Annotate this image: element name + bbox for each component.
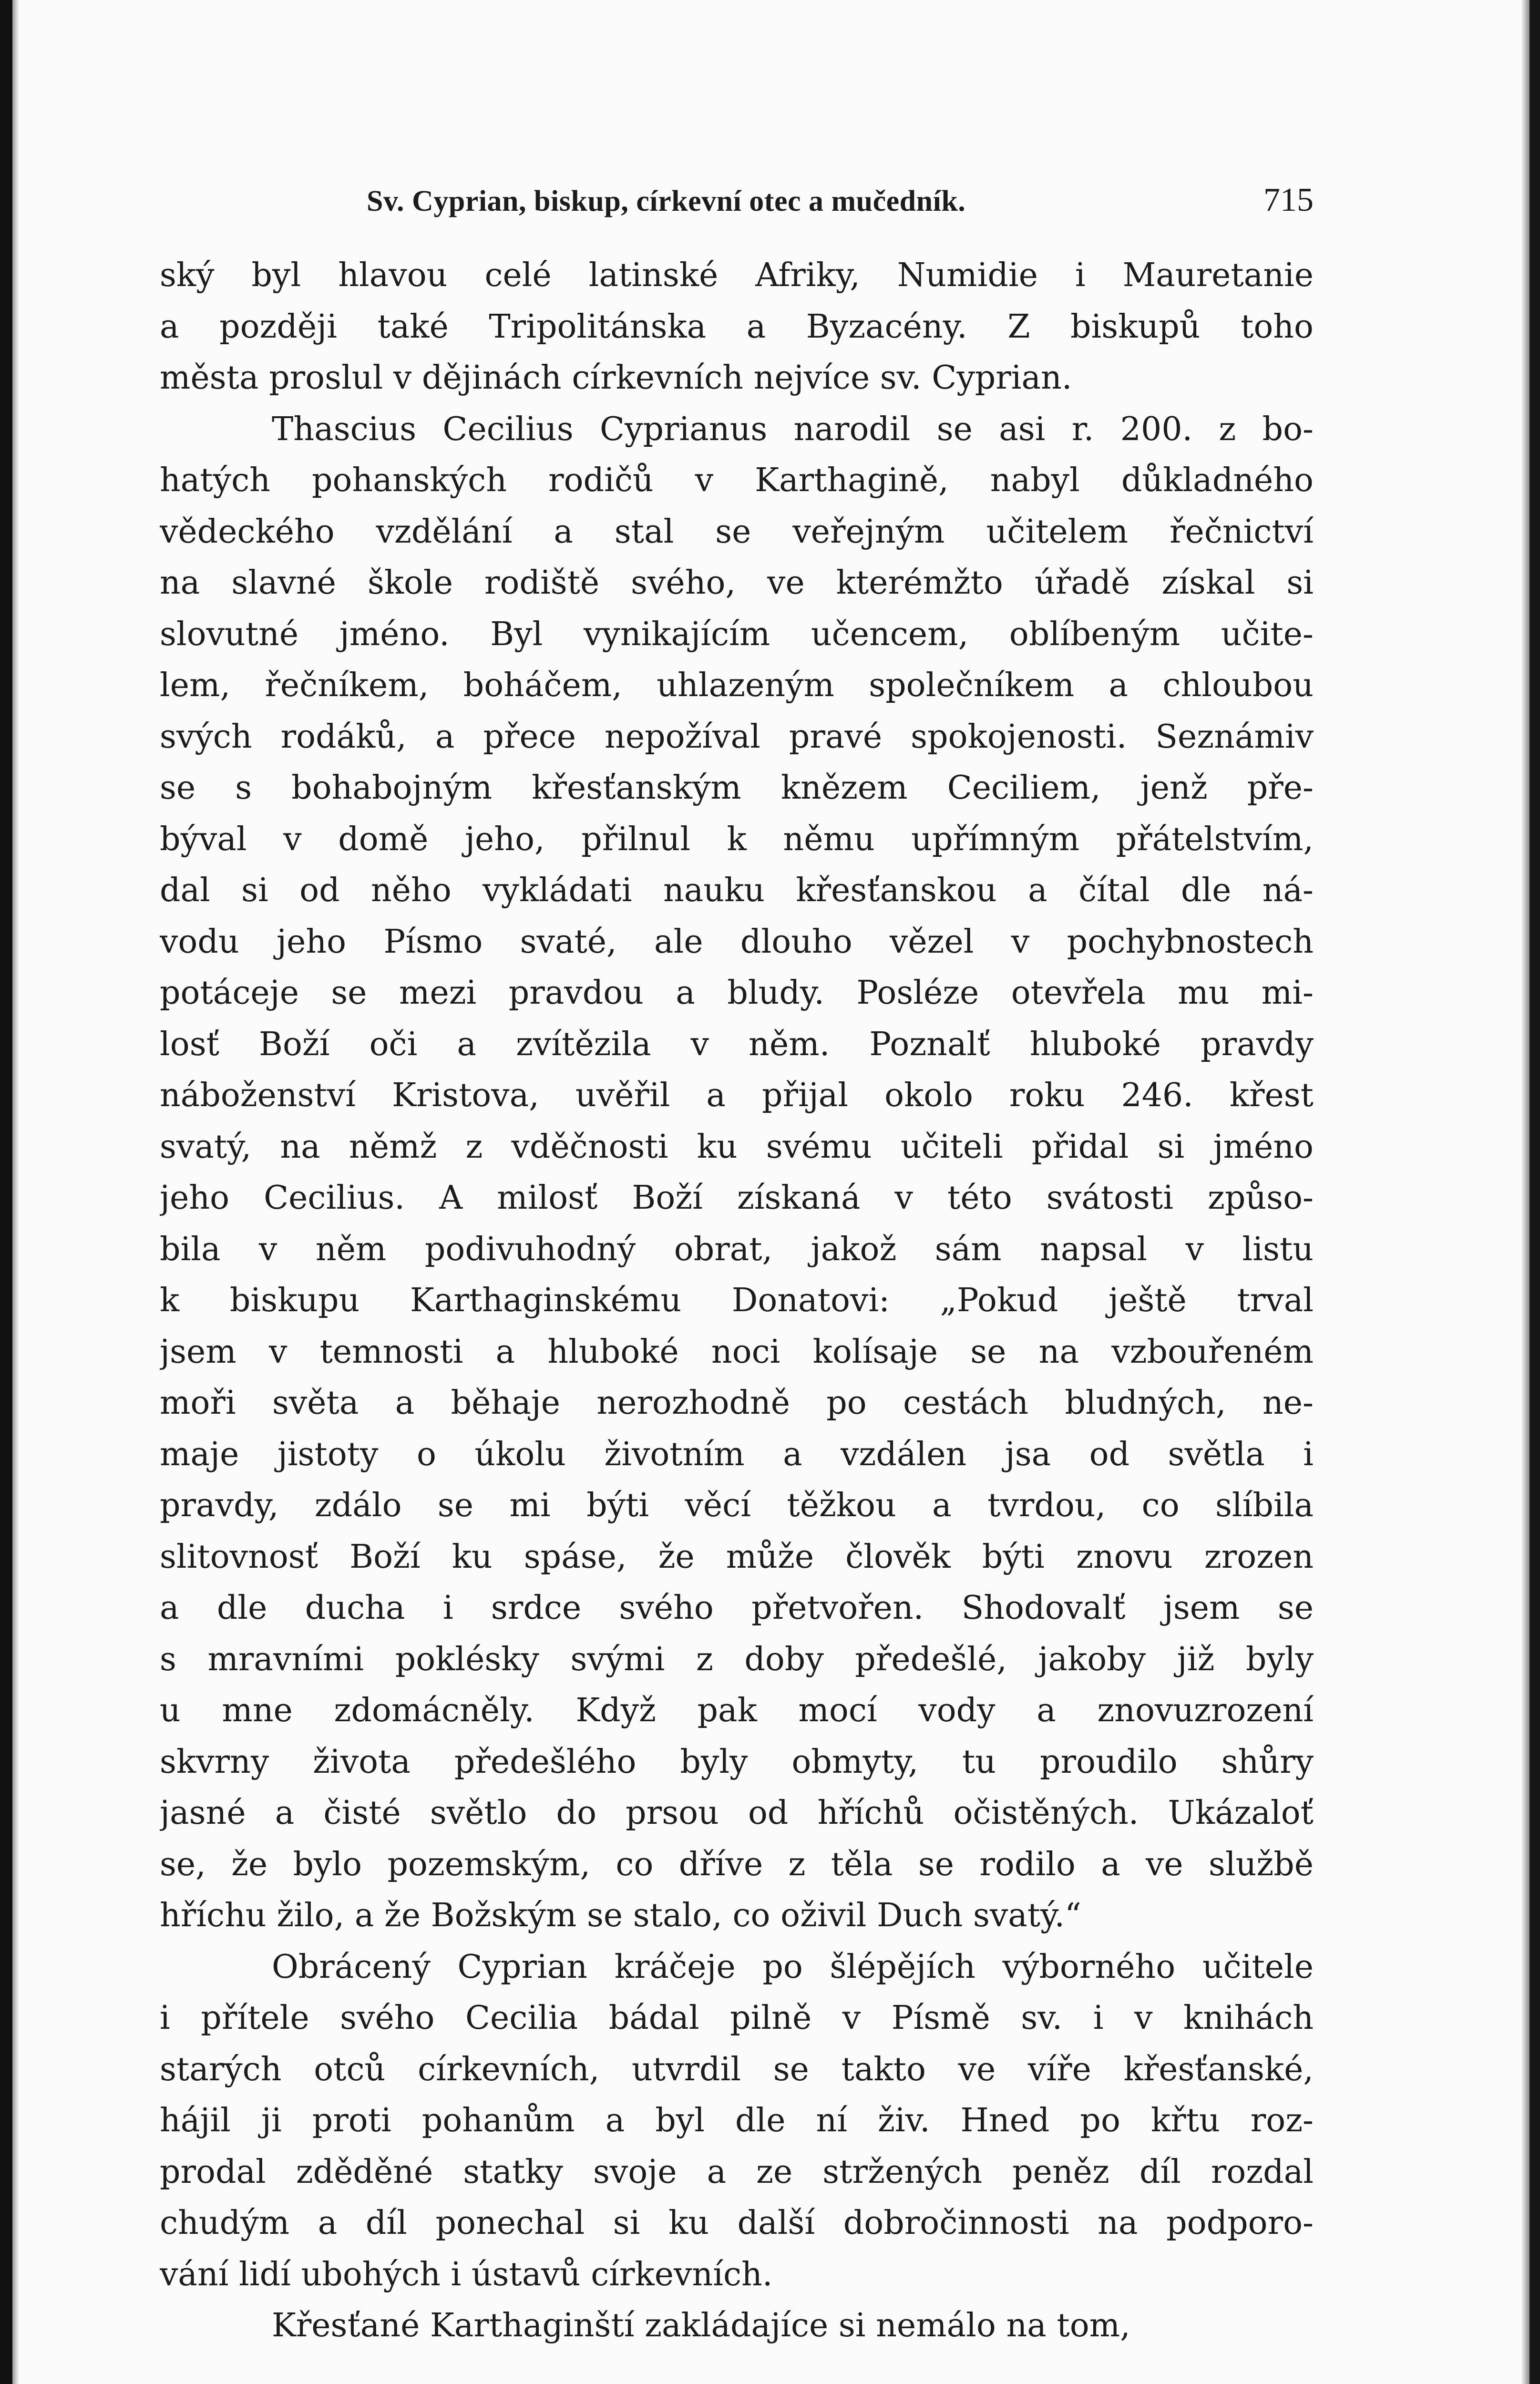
page-number: 715 [1263,182,1314,218]
text-line: Obrácený Cyprian kráčeje po šlépějích výborného učitele [272,1948,1314,1986]
text-line: hříchu žilo, a že Božským se stalo, co oživil Duch svatý.“ [160,1897,1081,1934]
book-page [160,181,1314,2352]
text-line: dal si od něho vykládati nauku křesťanskou a čítal dle ná- [160,872,1314,909]
body-text [160,250,1314,2352]
text-line: prodal zděděné statky svoje a ze stržených peněz díl rozdal [160,2153,1314,2191]
text-line: maje jistoty o úkolu životním a vzdálen jsa od světla i [160,1435,1314,1473]
text-line: ský byl hlavou celé latinské Afriky, Numidie i Mauretanie [160,257,1314,294]
text-line: slovutné jméno. Byl vynikajícím učencem, oblíbeným učite- [160,615,1314,653]
text-line: jasné a čisté světlo do prsou od hříchů očistěných. Ukázaloť [160,1794,1314,1832]
text-line: slitovnosť Boží ku spáse, že může člověk býti znovu zrozen [160,1538,1314,1576]
text-line: jsem v temnosti a hluboké noci kolísaje se na vzbouřeném [160,1333,1314,1371]
paragraph [160,1942,1314,2301]
text-line: na slavné škole rodiště svého, ve kterémžto úřadě získal si [160,564,1314,602]
text-line: lem, řečníkem, boháčem, uhlazeným společníkem a chloubou [160,667,1314,704]
scan-edge-left [0,0,12,2384]
text-line: a dle ducha i srdce svého přetvořen. Shodovalť jsem se [160,1589,1314,1627]
text-line: k biskupu Karthaginskému Donatovi: „Pokud ještě trval [160,1282,1314,1319]
text-line: jeho Cecilius. A milosť Boží získaná v této svátosti způso- [160,1179,1314,1217]
scan-edge-right-shadow [1521,0,1530,2384]
text-line: se, že bylo pozemským, co dříve z těla se rodilo a ve službě [160,1845,1314,1883]
running-title: Sv. Cyprian, biskup, církevní otec a mučedník. [367,185,966,217]
text-line: vodu jeho Písmo svaté, ale dlouho vězel v pochybnostech [160,923,1314,961]
text-line: bila v něm podivuhodný obrat, jakož sám napsal v listu [160,1230,1314,1268]
text-line: svatý, na němž z vděčnosti ku svému učiteli přidal si jméno [160,1128,1314,1166]
text-line: se s bohabojným křesťanským knězem Ceciliem, jenž pře- [160,769,1314,807]
paragraph [160,2300,1314,2352]
text-line: moři světa a běhaje nerozhodně po cestách bludných, ne- [160,1384,1314,1422]
text-line: býval v domě jeho, přilnul k němu upřímným přátelstvím, [160,820,1314,858]
text-line: hatých pohanských rodičů v Karthagině, nabyl důkladného [160,462,1314,499]
text-line: starých otců církevních, utvrdil se takto ve víře křesťanské, [160,2050,1314,2088]
text-line: a později také Tripolitánska a Byzacény. Z biskupů toho [160,308,1314,346]
text-line: hájil ji proti pohanům a byl dle ní živ. Hned po křtu roz- [160,2102,1314,2139]
text-line: skvrny života předešlého byly obmyty, tu proudilo shůry [160,1743,1314,1781]
text-line: svých rodáků, a přece nepožíval pravé spokojenosti. Seznámiv [160,718,1314,756]
scan-edge-right [1530,0,1540,2384]
paragraph [160,404,1314,1942]
text-line: vědeckého vzdělání a stal se veřejným učitelem řečnictví [160,513,1314,551]
text-line: u mne zdomácněly. Když pak mocí vody a znovuzrození [160,1692,1314,1729]
text-line: náboženství Kristova, uvěřil a přijal okolo roku 246. křest [160,1077,1314,1114]
scan-edge-left-shadow [12,0,19,2384]
text-line: potáceje se mezi pravdou a bludy. Posléze otevřela mu mi- [160,974,1314,1012]
text-line: losť Boží oči a zvítězila v něm. Poznalť hluboké pravdy [160,1025,1314,1063]
text-line: města proslul v dějinách církevních nejvíce sv. Cyprian. [160,359,1072,397]
text-line: vání lidí ubohých i ústavů církevních. [160,2255,773,2293]
text-line: s mravními poklésky svými z doby předešlé, jakoby již byly [160,1640,1314,1678]
text-line: chudým a díl ponechal si ku další dobročinnosti na podporo- [160,2204,1314,2242]
text-line: Křesťané Karthaginští zakládajíce si nemálo na tom, [272,2307,1130,2344]
text-line: i přítele svého Cecilia bádal pilně v Písmě sv. i v knihách [160,1999,1314,2037]
text-line: pravdy, zdálo se mi býti věcí těžkou a tvrdou, co slíbila [160,1487,1314,1524]
paragraph [160,250,1314,404]
running-head [160,181,1314,229]
text-line: Thascius Cecilius Cyprianus narodil se asi r. 200. z bo- [272,410,1314,448]
